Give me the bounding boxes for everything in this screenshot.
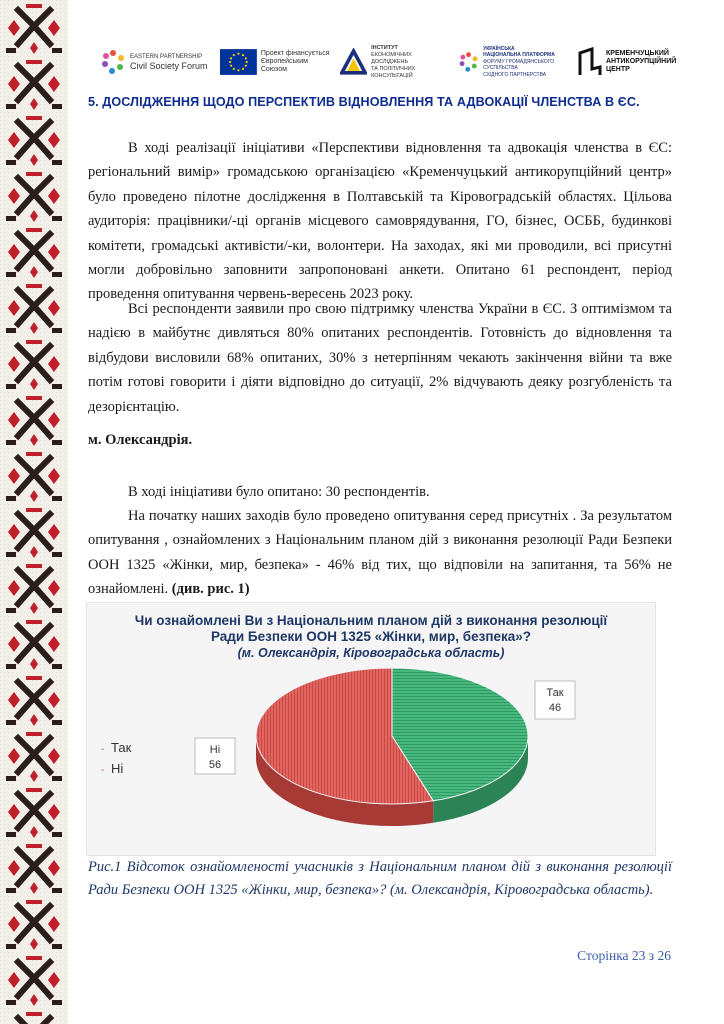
chart-legend	[101, 740, 132, 776]
eap-line1: EASTERN PARTNERSHIP	[130, 53, 203, 60]
eu-logo	[220, 40, 330, 84]
kac-line2: АНТИКОРУПЦІЙНИЙ	[606, 58, 677, 65]
eap-dots-icon	[100, 49, 126, 75]
unp-line1: УКРАЇНСЬКА	[483, 45, 515, 52]
data-label-no	[195, 738, 235, 774]
data-label-no-name: Ні	[209, 744, 221, 756]
ier-logo	[340, 40, 450, 84]
chart-title-line1: Чи ознайомлені Ви з Національним планом дій з виконання резолюції	[134, 613, 608, 628]
legend-label-yes: Так	[111, 740, 132, 755]
pie-chart	[87, 603, 655, 855]
eap-line2: Civil Society Forum	[130, 60, 208, 71]
unp-line4: СХІДНОГО ПАРТНЕРСТВА	[483, 71, 547, 78]
kac-line3: ЦЕНТР	[606, 66, 630, 73]
unp-logo	[458, 40, 570, 84]
data-label-yes-value: 46	[548, 702, 562, 714]
ier-triangle-icon	[340, 48, 367, 76]
paragraph-3: В ході ініціативи було опитано: 30 респондентів.	[128, 484, 430, 500]
legend-label-no: Ні	[111, 761, 124, 776]
data-label-yes-name: Так	[546, 687, 564, 699]
pie-slices	[256, 668, 528, 826]
data-label-no-value: 56	[208, 759, 222, 771]
eu-line1: Проект фінансується	[260, 50, 330, 57]
unp-line2: НАЦІОНАЛЬНА ПЛАТФОРМА	[483, 52, 555, 59]
eu-flag-icon	[220, 48, 257, 76]
embroidery-border	[0, 0, 68, 1024]
section-title: 5. ДОСЛІДЖЕННЯ ЩОДО ПЕРСПЕКТИВ ВІДНОВЛЕННЯ ТА АДВОКАЦІЇ ЧЛЕНСТВА В ЄС.	[88, 95, 640, 109]
paragraph-4-text: На початку наших заходів було проведено опитування серед присутніх . За результатом опитування , ознайомлених з Національним планом дій з виконання резолюції Ради Безпеки ООН 1325 «Жінки, мир, безпека» - 46% від тих, що відповіли на запитання, та 56% не ознайомлені.	[88, 508, 672, 598]
subheading-city: м. Олександрія.	[88, 432, 193, 448]
eap-csf-logo	[100, 40, 210, 84]
ier-line2: ЕКОНОМІЧНИХ ДОСЛІДЖЕНЬ	[371, 51, 412, 65]
figure-caption: Рис.1 Відсоток ознайомленості учасників з Національним планом дій з виконання резолюції Ради Безпеки ООН 1325 «Жінки, мир, безпека»? (м. Олександрія, Кіровоградська область).	[88, 859, 672, 898]
ier-line3: ТА ПОЛІТИЧНИХ КОНСУЛЬТАЦІЙ	[371, 65, 416, 79]
eu-line2: Європейським Союзом	[260, 58, 308, 73]
unp-line3: ФОРУМУ ГРОМАДЯНСЬКОГО СУСПІЛЬСТВА	[483, 58, 554, 72]
legend-marker-yes: -	[101, 744, 105, 755]
unp-dots-icon	[458, 49, 479, 75]
legend-marker-no: -	[101, 765, 105, 776]
figure-reference: (див. рис. 1)	[171, 581, 250, 598]
kac-logo	[578, 40, 688, 84]
ier-line1: ІНСТИТУТ	[371, 44, 398, 51]
paragraph-4	[88, 504, 672, 602]
paragraph-1: В ході реалізації ініціативи «Перспективи відновлення та адвокація членства в ЄС: регіональний вимір» громадською організацією «Кременчуцький антикорупційний центр» було проведено пілотне дослідження в Полтавській та Кіровоградській областях. Цільова аудиторія: працівники/-ці органів місцевого самоврядування, ГО, бізнес, ОСББ, будинкові комітети, громадські активісти/-ки, волонтери. На заходах, які ми проводили, всі присутні могли добровільно заповнити запропоновані анкети. Опитано 61 респондент, період проведення опитування червень-вересень 2023 року.	[88, 140, 672, 303]
kac-emblem-icon	[578, 47, 602, 77]
kac-line1: КРЕМЕНЧУЦЬКИЙ	[606, 50, 669, 57]
paragraph-2: Всі респонденти заявили про свою підтримку членства України в ЄС. З оптимізмом та надією в майбутнє дивляться 80% опитаних респондентів. Готовність до відновлення та відбудови висловили 68% опитаних, 30% з нетерпінням чекають закінчення війни та вже потім готові говорити і діяти відповідно до ситуації, 2% відчувають деяку розгубленість та дезорієнтацію.	[88, 301, 672, 415]
embroidery-pattern	[0, 0, 68, 1024]
data-label-yes	[535, 681, 575, 719]
pie-chart-panel	[86, 602, 656, 856]
partner-logos	[100, 40, 694, 88]
chart-subtitle: (м. Олександрія, Кіровоградська область)	[237, 646, 505, 660]
chart-title-line2: Ради Безпеки ООН 1325 «Жінки, мир, безпека»?	[210, 629, 532, 644]
page-number: Сторінка 23 з 26	[577, 948, 671, 963]
